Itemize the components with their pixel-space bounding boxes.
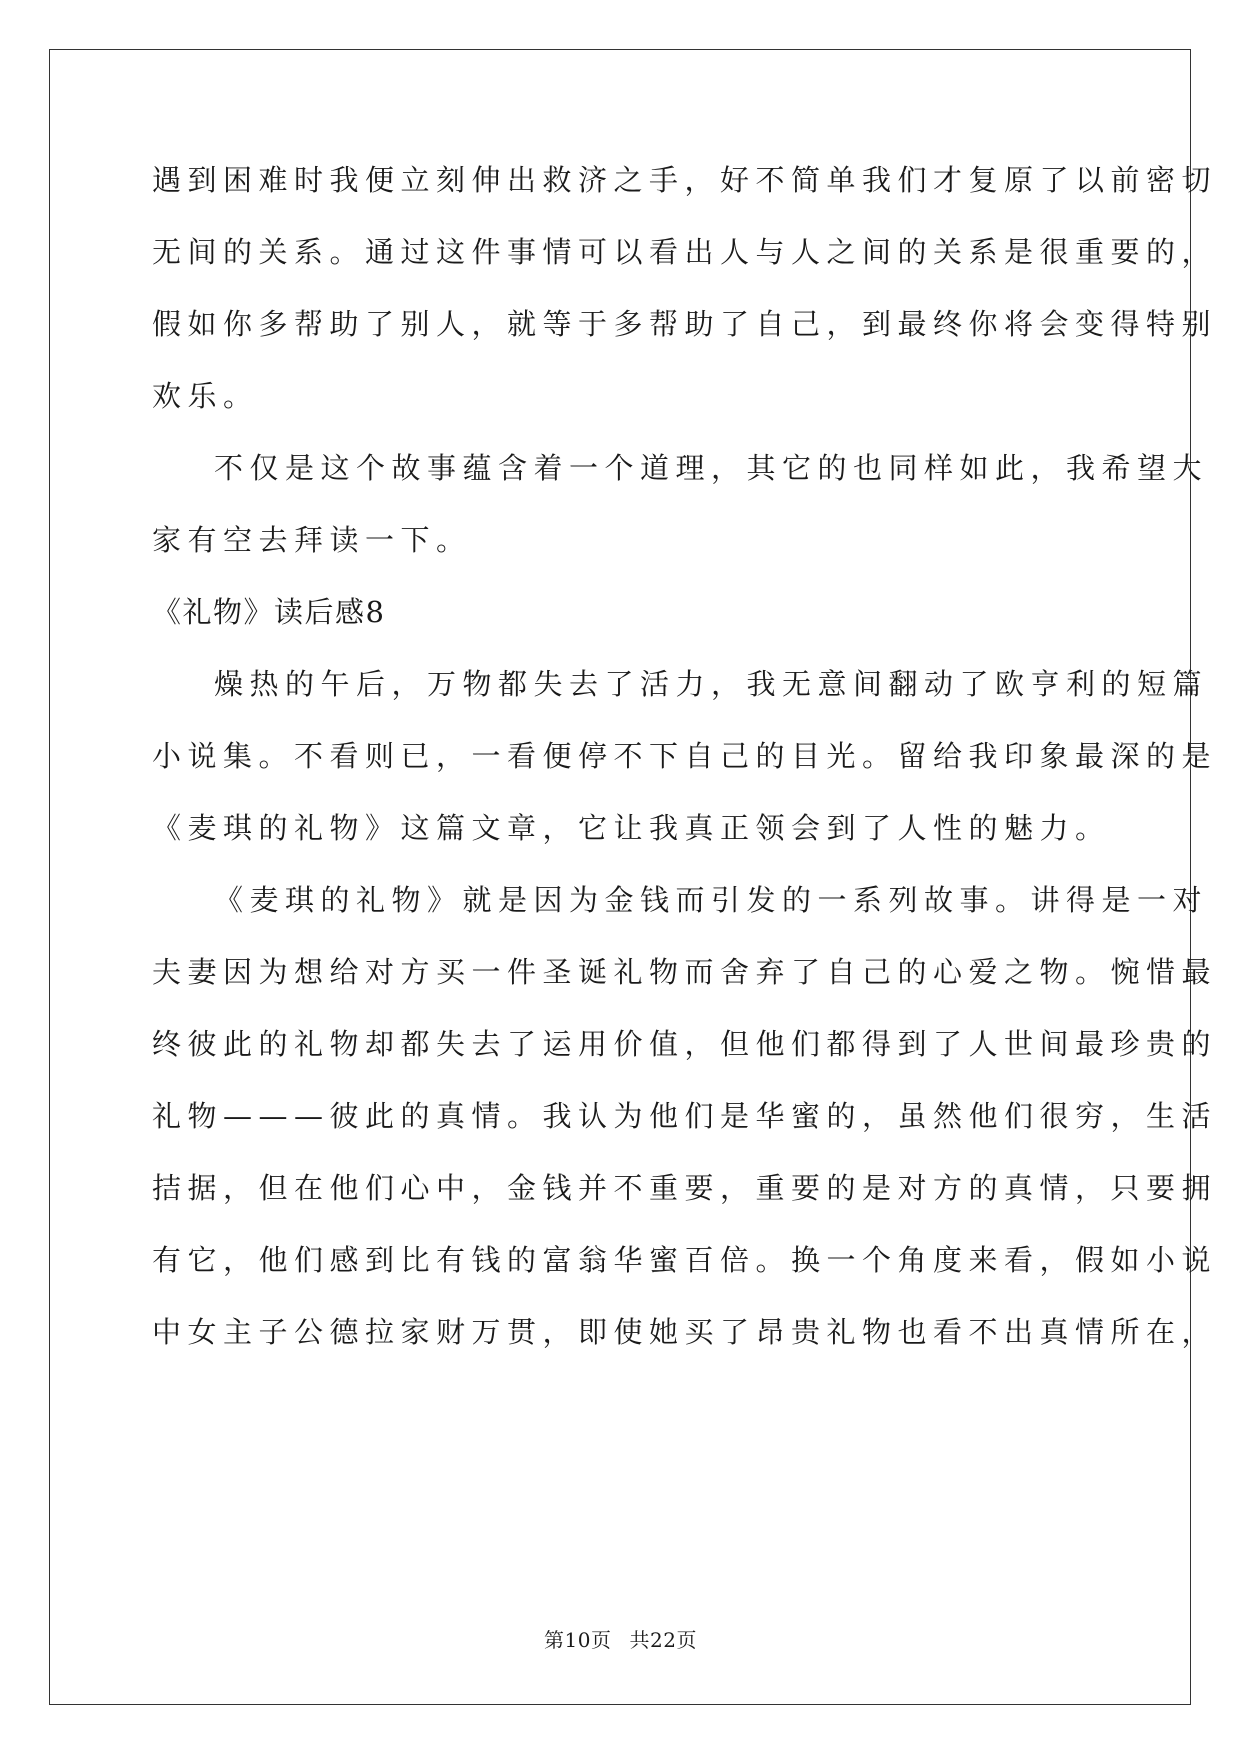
page-number: 第10页 — [544, 1628, 612, 1652]
text-line: 拮据，但在他们心中，金钱并不重要，重要的是对方的真情，只要拥 — [152, 1171, 1218, 1205]
text-line: 有它，他们感到比有钱的富翁华蜜百倍。换一个角度来看，假如小说 — [152, 1243, 1218, 1277]
text-line: 欢乐。 — [152, 379, 259, 413]
text-line: 终彼此的礼物却都失去了运用价值，但他们都得到了人世间最珍贵的 — [152, 1027, 1218, 1061]
text-line: 假如你多帮助了别人，就等于多帮助了自己，到最终你将会变得特别 — [152, 307, 1218, 341]
text-line: 夫妻因为想给对方买一件圣诞礼物而舍弃了自己的心爱之物。惋惜最 — [152, 955, 1218, 989]
section-heading: 《礼物》读后感8 — [152, 595, 386, 629]
text-line: 《麦琪的礼物》这篇文章，它让我真正领会到了人性的魅力。 — [152, 811, 1111, 845]
text-line: 燥热的午后，万物都失去了活力，我无意间翻动了欧亨利的短篇 — [214, 667, 1209, 701]
text-line: 《麦琪的礼物》就是因为金钱而引发的一系列故事。讲得是一对 — [214, 883, 1209, 917]
text-line: 无间的关系。通过这件事情可以看出人与人之间的关系是很重要的， — [152, 235, 1218, 269]
page-footer — [0, 1626, 1241, 1654]
text-line: 中女主子公德拉家财万贯，即使她买了昂贵礼物也看不出真情所在， — [152, 1315, 1218, 1349]
text-line: 遇到困难时我便立刻伸出救济之手，好不简单我们才复原了以前密切 — [152, 163, 1218, 197]
page-border — [49, 49, 1191, 1705]
text-line: 家有空去拜读一下。 — [152, 523, 472, 557]
page-total: 共22页 — [629, 1628, 697, 1652]
text-line: 礼物———彼此的真情。我认为他们是华蜜的，虽然他们很穷，生活 — [152, 1099, 1218, 1133]
text-line: 不仅是这个故事蕴含着一个道理，其它的也同样如此，我希望大 — [214, 451, 1209, 485]
text-line: 小说集。不看则已，一看便停不下自己的目光。留给我印象最深的是 — [152, 739, 1218, 773]
